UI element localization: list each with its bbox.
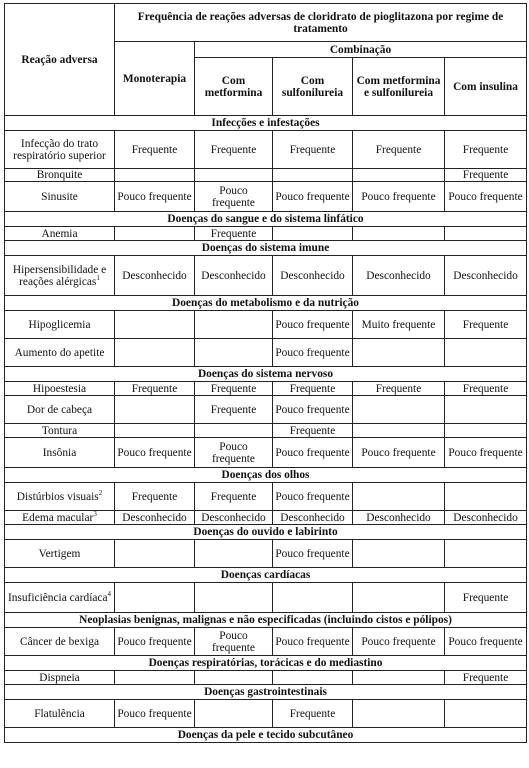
frequency-cell: [353, 424, 445, 438]
frequency-cell: [445, 227, 527, 241]
reaction-label-text: Infecção do trato respiratório superior: [13, 137, 106, 162]
frequency-cell: Pouco frequente: [273, 540, 353, 568]
section-row: [5, 367, 527, 382]
frequency-cell: [273, 671, 353, 685]
header-com-sulfonilureia: Com sulfonilureia: [273, 58, 353, 116]
table-row: [5, 169, 527, 182]
reaction-label-vertigem: [5, 540, 115, 568]
reaction-label-text: Anemia: [41, 227, 78, 240]
frequency-cell: Pouco frequente: [273, 438, 353, 468]
reaction-label-text: Edema macular: [22, 511, 94, 524]
reaction-label-text: Bronquite: [36, 169, 83, 181]
reaction-label-infeccao-do-trato-respiratorio-superior: [5, 131, 115, 169]
header-reaction: Reação adversa: [5, 4, 115, 116]
section-title-doencas-do-metabolismo-e-da-nutricao: Doenças do metabolismo e da nutrição: [5, 296, 527, 311]
frequency-cell: [195, 540, 273, 568]
section-title-doencas-respiratorias-toracicas-e-do-mediastino: Doenças respiratórias, torácicas e do mediastino: [5, 656, 527, 671]
frequency-cell: [353, 671, 445, 685]
frequency-cell: [115, 540, 195, 568]
table-row: [5, 382, 527, 396]
frequency-cell: [115, 671, 195, 685]
table-row: [5, 438, 527, 468]
frequency-cell: [445, 700, 527, 728]
frequency-cell: Frequente: [115, 131, 195, 169]
frequency-cell: Pouco frequente: [273, 339, 353, 367]
reaction-label-text: Hipersensibilidade e reações alérgicas: [12, 263, 107, 288]
frequency-cell: Pouco frequente: [353, 438, 445, 468]
frequency-cell: [115, 583, 195, 613]
frequency-cell: [195, 311, 273, 339]
section-row: [5, 613, 527, 628]
section-title-doencas-cardiacas: Doenças cardíacas: [5, 568, 527, 583]
frequency-cell: Frequente: [353, 131, 445, 169]
reaction-label-aumento-do-apetite: [5, 339, 115, 367]
table-row: [5, 540, 527, 568]
frequency-cell: [353, 483, 445, 511]
frequency-cell: Frequente: [445, 169, 527, 182]
adverse-reactions-table: [4, 3, 527, 743]
frequency-cell: [115, 227, 195, 241]
frequency-cell: Pouco frequente: [445, 182, 527, 212]
frequency-cell: [445, 424, 527, 438]
reaction-label-hipoestesia: [5, 382, 115, 396]
reaction-label-disturbios-visuais: [5, 483, 115, 511]
header-com-metformina: Com metformina: [195, 58, 273, 116]
reaction-label-edema-macular: [5, 511, 115, 525]
table-title: Frequência de reações adversas de cloridrato de pioglitazona por regime de tratamento: [115, 4, 527, 42]
section-title-infeccoes-e-infestacoes: Infecções e infestações: [5, 116, 527, 131]
reaction-label-text: Insônia: [42, 446, 77, 459]
frequency-cell: [353, 339, 445, 367]
frequency-cell: Desconhecido: [445, 511, 527, 525]
footnote-marker: 1: [96, 273, 100, 282]
frequency-cell: Frequente: [195, 483, 273, 511]
frequency-cell: [445, 540, 527, 568]
frequency-cell: Desconhecido: [115, 511, 195, 525]
frequency-cell: Frequente: [273, 424, 353, 438]
frequency-cell: [445, 483, 527, 511]
frequency-cell: Pouco frequente: [273, 483, 353, 511]
frequency-cell: Frequente: [445, 382, 527, 396]
section-title-doencas-do-sistema-imune: Doenças do sistema imune: [5, 241, 527, 256]
table-row: [5, 700, 527, 728]
reaction-label-anemia: [5, 227, 115, 241]
section-row: [5, 241, 527, 256]
frequency-cell: [195, 671, 273, 685]
header-monoterapia: Monoterapia: [115, 42, 195, 116]
frequency-cell: Frequente: [445, 311, 527, 339]
frequency-cell: [353, 396, 445, 424]
frequency-cell: [115, 424, 195, 438]
frequency-cell: Pouco frequente: [195, 628, 273, 656]
header-com-insulina: Com insulina: [445, 58, 527, 116]
footnote-marker: 2: [98, 488, 103, 497]
footnote-marker: 4: [107, 589, 112, 598]
frequency-cell: Desconhecido: [115, 256, 195, 296]
frequency-cell: Pouco frequente: [115, 182, 195, 212]
footnote-marker: 3: [93, 510, 97, 518]
frequency-cell: Pouco frequente: [195, 182, 273, 212]
reaction-label-insonia: [5, 438, 115, 468]
frequency-cell: Muito frequente: [353, 311, 445, 339]
frequency-cell: Frequente: [195, 382, 273, 396]
reaction-label-text: Dor de cabeça: [26, 403, 93, 416]
reaction-label-text: Vertigem: [38, 547, 81, 560]
table-row: [5, 227, 527, 241]
section-title-doencas-gastrointestinais: Doenças gastrointestinais: [5, 685, 527, 700]
table-row: [5, 483, 527, 511]
frequency-cell: Desconhecido: [445, 256, 527, 296]
frequency-cell: Pouco frequente: [195, 438, 273, 468]
section-title-neoplasias-benignas-malignas-e-nao-especificadas-incluindo-cistos-e-polipos: Neoplasias benignas, malignas e não especificadas (incluindo cistos e pólipos): [5, 613, 527, 628]
section-row: [5, 656, 527, 671]
frequency-cell: [273, 227, 353, 241]
reaction-label-hipersensibilidade-e-reacoes-alergicas: [5, 256, 115, 296]
reaction-label-text: Insuficiência cardíaca: [7, 591, 108, 604]
adverse-reactions-document: [4, 3, 526, 743]
reaction-label-text: Dispneia: [39, 671, 80, 684]
frequency-cell: [273, 583, 353, 613]
frequency-cell: Frequente: [353, 382, 445, 396]
frequency-cell: [195, 700, 273, 728]
frequency-cell: [195, 339, 273, 367]
frequency-cell: Desconhecido: [353, 256, 445, 296]
frequency-cell: Pouco frequente: [353, 182, 445, 212]
reaction-label-hipoglicemia: [5, 311, 115, 339]
section-row: [5, 468, 527, 483]
section-row: [5, 568, 527, 583]
reaction-label-insuficiencia-cardiaca: [5, 583, 115, 613]
table-row: [5, 182, 527, 212]
frequency-cell: Pouco frequente: [273, 311, 353, 339]
table-row: [5, 256, 527, 296]
frequency-cell: Desconhecido: [273, 256, 353, 296]
frequency-cell: Frequente: [273, 131, 353, 169]
frequency-cell: [273, 169, 353, 182]
frequency-cell: Pouco frequente: [115, 628, 195, 656]
frequency-cell: [353, 169, 445, 182]
frequency-cell: Frequente: [273, 382, 353, 396]
reaction-label-cancer-de-bexiga: [5, 628, 115, 656]
reaction-label-text: Distúrbios visuais: [16, 490, 99, 503]
reaction-label-text: Tontura: [41, 424, 78, 437]
reaction-label-tontura: [5, 424, 115, 438]
frequency-cell: [195, 424, 273, 438]
frequency-cell: Frequente: [115, 483, 195, 511]
frequency-cell: Frequente: [445, 131, 527, 169]
reaction-label-dor-de-cabeca: [5, 396, 115, 424]
frequency-cell: [445, 396, 527, 424]
reaction-label-flatulencia: [5, 700, 115, 728]
frequency-cell: [115, 396, 195, 424]
reaction-label-text: Câncer de bexiga: [19, 635, 100, 648]
frequency-cell: Frequente: [445, 583, 527, 613]
frequency-cell: Desconhecido: [273, 511, 353, 525]
section-row: [5, 296, 527, 311]
section-row: [5, 525, 527, 540]
table-row: [5, 628, 527, 656]
section-row: [5, 685, 527, 700]
frequency-cell: Pouco frequente: [115, 438, 195, 468]
section-row: [5, 116, 527, 131]
frequency-cell: Desconhecido: [195, 256, 273, 296]
frequency-cell: [115, 169, 195, 182]
frequency-cell: Pouco frequente: [273, 628, 353, 656]
table-row: [5, 583, 527, 613]
frequency-cell: [195, 583, 273, 613]
section-title-doencas-do-sistema-nervoso: Doenças do sistema nervoso: [5, 367, 527, 382]
frequency-cell: Frequente: [195, 396, 273, 424]
reaction-label-text: Hipoglicemia: [28, 318, 91, 331]
section-title-doencas-do-sangue-e-do-sistema-linfatico: Doenças do sangue e do sistema linfático: [5, 212, 527, 227]
frequency-cell: Pouco frequente: [445, 628, 527, 656]
table-row: [5, 396, 527, 424]
frequency-cell: Frequente: [445, 671, 527, 685]
reaction-label-text: Flatulência: [34, 707, 85, 720]
frequency-cell: [445, 339, 527, 367]
frequency-cell: Desconhecido: [195, 511, 273, 525]
frequency-cell: Frequente: [195, 131, 273, 169]
frequency-cell: Pouco frequente: [353, 628, 445, 656]
section-row: [5, 212, 527, 227]
frequency-cell: Pouco frequente: [445, 438, 527, 468]
frequency-cell: [353, 583, 445, 613]
header-com-metformina-e-sulfonilureia: Com metformina e sulfonilureia: [353, 58, 445, 116]
frequency-cell: Frequente: [195, 227, 273, 241]
table-row: [5, 671, 527, 685]
table-row: [5, 339, 527, 367]
frequency-cell: Pouco frequente: [273, 182, 353, 212]
reaction-label-text: Sinusite: [41, 190, 78, 203]
table-row: [5, 131, 527, 169]
reaction-label-dispneia: [5, 671, 115, 685]
reaction-label-bronquite: [5, 169, 115, 182]
reaction-label-text: Hipoestesia: [32, 382, 87, 395]
frequency-cell: Pouco frequente: [273, 396, 353, 424]
frequency-cell: Frequente: [273, 700, 353, 728]
frequency-cell: [115, 339, 195, 367]
frequency-cell: Desconhecido: [353, 511, 445, 525]
frequency-cell: [353, 540, 445, 568]
frequency-cell: [115, 311, 195, 339]
section-title-doencas-dos-olhos: Doenças dos olhos: [5, 468, 527, 483]
table-row: [5, 424, 527, 438]
table-row: [5, 311, 527, 339]
section-row: [5, 728, 527, 743]
reaction-label-sinusite: [5, 182, 115, 212]
section-title-doencas-do-ouvido-e-labirinto: Doenças do ouvido e labirinto: [5, 525, 527, 540]
frequency-cell: [353, 700, 445, 728]
frequency-cell: [195, 169, 273, 182]
table-row: [5, 511, 527, 525]
frequency-cell: Pouco frequente: [115, 700, 195, 728]
frequency-cell: Frequente: [115, 382, 195, 396]
section-title-doencas-da-pele-e-tecido-subcutaneo: Doenças da pele e tecido subcutâneo: [5, 728, 527, 743]
frequency-cell: [353, 227, 445, 241]
reaction-label-text: Aumento do apetite: [14, 346, 105, 359]
header-combination: Combinação: [195, 42, 527, 58]
